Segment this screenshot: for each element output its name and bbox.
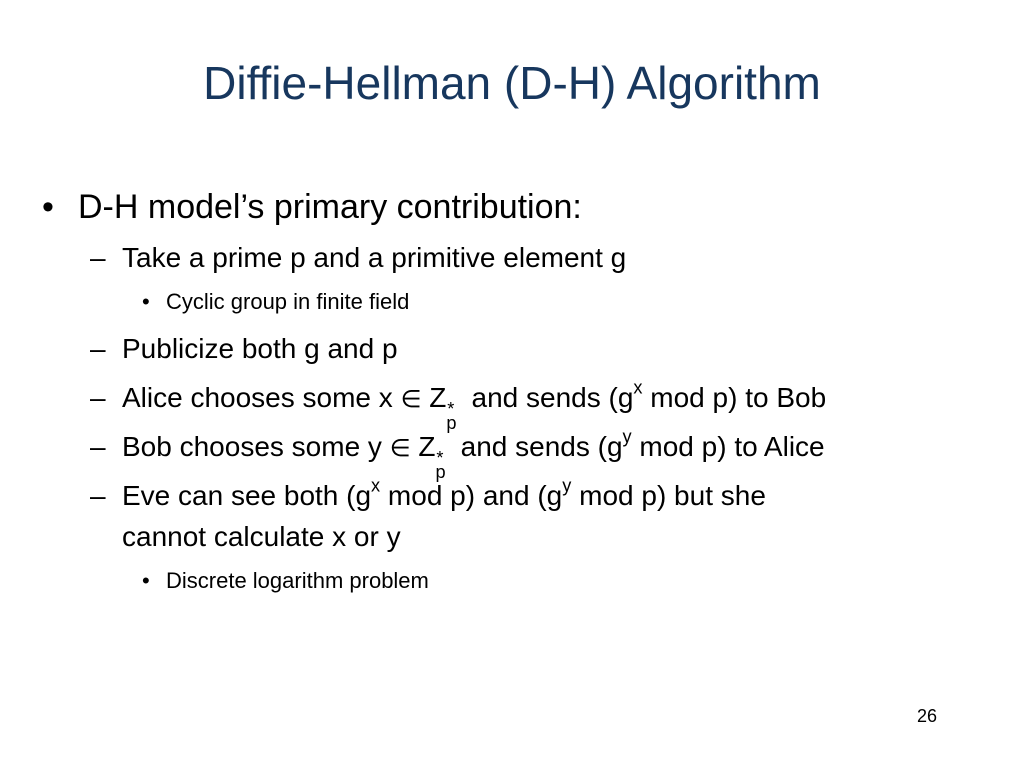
eve-text-part3: mod p) but she	[579, 480, 766, 511]
alice-text-post: mod p) to Bob	[650, 382, 827, 413]
eve-text-part2: mod p) and (g	[387, 480, 563, 511]
bullet-marker: •	[142, 289, 150, 314]
star-superscript: *	[436, 447, 444, 468]
dash-marker: –	[90, 333, 106, 364]
bullet-marker: •	[42, 188, 54, 226]
dash-marker: –	[90, 242, 106, 273]
element-of-symbol: ∈	[389, 434, 411, 462]
zp-star-group	[418, 431, 452, 483]
alice-text-mid: and sends (g	[471, 382, 634, 413]
sub-bullet-eve	[122, 475, 766, 512]
element-of-symbol: ∈	[400, 385, 422, 413]
exponent-y: y	[622, 426, 632, 447]
sub-bullet-eve-continuation: cannot calculate x or y	[122, 521, 401, 552]
dash-marker: –	[90, 382, 106, 413]
page-number: 26	[916, 706, 937, 726]
dash-marker: –	[90, 480, 106, 511]
dash-marker: –	[90, 431, 106, 462]
sub-sub-bullet-discrete-log: Discrete logarithm problem	[166, 568, 429, 593]
eve-text-part1: Eve can see both (g	[122, 480, 372, 511]
star-superscript: *	[447, 398, 455, 419]
bob-text-pre: Bob chooses some y	[122, 431, 382, 462]
bullet-marker: •	[142, 568, 150, 593]
slide-title: Diffie-Hellman (D-H) Algorithm	[203, 57, 821, 109]
exponent-x: x	[371, 475, 381, 496]
bullet-primary-contribution: D-H model’s primary contribution:	[78, 188, 582, 226]
alice-text-pre: Alice chooses some x	[122, 382, 393, 413]
bob-text-post: mod p) to Alice	[639, 431, 825, 462]
sub-bullet-alice	[122, 377, 827, 434]
p-subscript: p	[435, 462, 446, 483]
z-symbol: Z	[418, 431, 436, 462]
p-subscript: p	[446, 413, 457, 434]
bob-text-mid: and sends (g	[460, 431, 623, 462]
z-symbol: Z	[429, 382, 447, 413]
sub-bullet-prime: Take a prime p and a primitive element g	[122, 242, 627, 273]
sub-bullet-bob	[122, 426, 825, 483]
exponent-x: x	[633, 377, 643, 398]
exponent-y: y	[562, 475, 572, 496]
sub-bullet-publicize: Publicize both g and p	[122, 333, 398, 364]
zp-star-group	[429, 382, 463, 434]
sub-sub-bullet-cyclic: Cyclic group in finite field	[166, 289, 410, 314]
